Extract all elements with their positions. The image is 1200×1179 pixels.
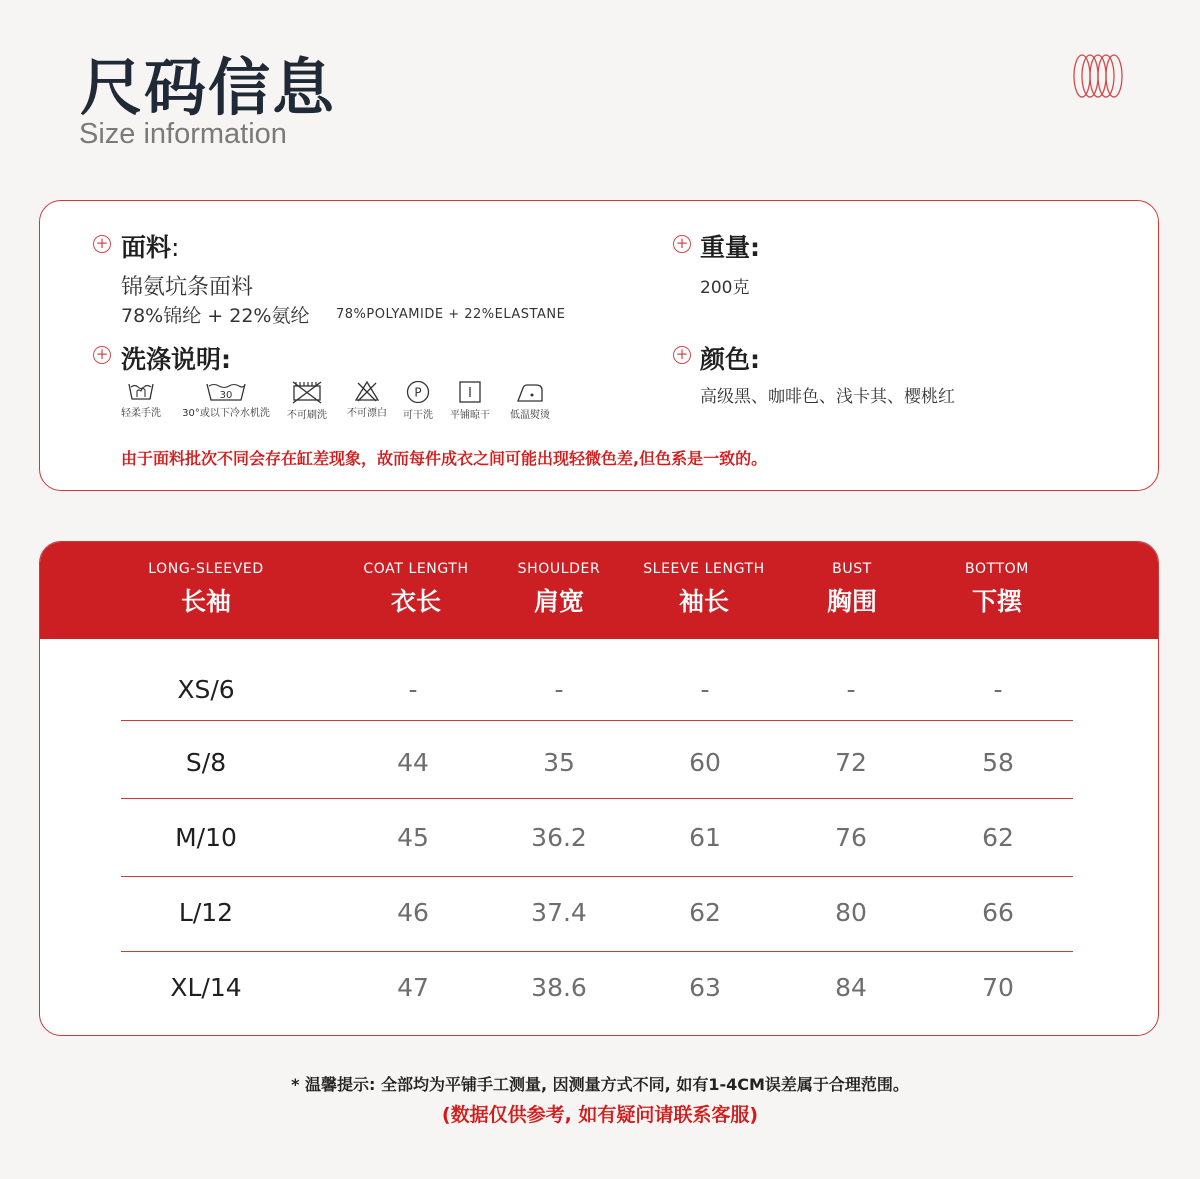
value-cell: 36.2 [531,823,587,852]
row-divider [121,798,1073,799]
care-label: 不可漂白 [347,408,387,419]
dry-clean-icon [405,380,431,404]
fabric-label-text: 面料 [121,233,172,262]
care-item [118,380,164,419]
value-cell: 44 [397,748,429,777]
care-item [446,380,494,421]
header-bottom [965,561,1029,618]
color-options: 高级黑、咖啡色、浅卡其、樱桃红 [700,387,955,407]
plus-circle-icon: + [93,235,111,253]
value-cell: - [993,675,1003,704]
measurement-tip: * 温馨提示: 全部均为平铺手工测量, 因测量方式不同, 如有1-4CM误差属于合理范围。 [291,1075,909,1094]
header-en: COAT LENGTH [363,561,469,577]
care-label: 平铺晾干 [450,410,490,421]
size-cell: M/10 [175,823,237,852]
header-cn: 衣长 [390,587,442,616]
fabric-label [121,228,179,264]
size-cell: S/8 [185,748,227,777]
svg-text:P: P [414,385,422,400]
header-long-sleeved [148,561,263,618]
care-label: 轻柔手洗 [121,408,161,419]
reference-note: (数据仅供参考, 如有疑问请联系客服) [441,1104,759,1126]
care-item [506,380,554,421]
header-coat-length [363,561,468,618]
value-cell: - [846,675,856,704]
page-title: 尺码信息 [80,51,337,124]
rings-logo-icon [1070,52,1126,100]
fabric-label-colon: : [171,233,180,262]
care-item [344,380,390,419]
row-divider [121,951,1073,952]
size-table [39,541,1159,1036]
header-en: LONG-SLEEVED [148,561,264,577]
value-cell: 47 [397,973,429,1002]
machine-wash-30-icon [205,380,247,402]
header-cn: 袖长 [678,587,730,616]
size-cell: XL/14 [170,973,242,1002]
value-cell: 70 [982,973,1014,1002]
wash-instructions-label: 洗涤说明: [121,345,231,374]
value-cell: 58 [982,748,1014,777]
value-cell: 62 [982,823,1014,852]
value-cell: - [554,675,564,704]
value-cell: 80 [835,898,867,927]
care-item [399,380,437,421]
value-cell: 38.6 [531,973,587,1002]
header-bust [827,561,877,618]
value-cell: 84 [835,973,867,1002]
value-cell: 60 [689,748,721,777]
value-cell: 66 [982,898,1014,927]
fabric-composition-en: 78%POLYAMIDE + 22%ELASTANE [336,307,566,322]
header-cn: 胸围 [826,587,878,616]
color-label: 颜色: [700,345,760,374]
header-en: BOTTOM [965,561,1029,577]
care-label: 低温熨烫 [510,410,550,421]
size-cell: XS/6 [177,675,235,704]
row-divider [121,720,1073,721]
fabric-name: 锦氨坑条面料 [121,275,254,300]
care-item [177,380,275,419]
size-cell: L/12 [178,898,234,927]
header-cn: 下摆 [971,587,1022,616]
plus-circle-icon: + [673,235,691,253]
svg-text:30: 30 [219,390,233,401]
header-en: BUST [832,561,872,577]
low-iron-icon [515,380,545,404]
do-not-bleach-icon [353,380,381,402]
value-cell: 45 [397,823,429,852]
value-cell: - [408,675,418,704]
header-cn: 肩宽 [533,587,585,616]
value-cell: 37.4 [531,898,587,927]
gentle-hand-wash-icon [127,380,155,402]
value-cell: 61 [689,823,721,852]
care-label: 可干洗 [403,410,433,421]
size-table-header [40,542,1158,639]
flat-dry-icon [457,380,483,404]
row-divider [121,876,1073,877]
page-subtitle: Size information [79,118,287,150]
weight-value: 200克 [700,278,750,298]
fabric-composition-cn: 78%锦纶 + 22%氨纶 [121,305,310,327]
value-cell: 72 [835,748,867,777]
header-en: SHOULDER [517,561,601,577]
care-label: 不可刷洗 [287,410,327,421]
value-cell: 76 [835,823,867,852]
plus-circle-icon: + [673,346,691,364]
header-en: SLEEVE LENGTH [643,561,765,577]
value-cell: 62 [689,898,721,927]
value-cell: - [700,675,710,704]
weight-label: 重量: [700,233,760,262]
value-cell: 63 [689,973,721,1002]
header-sleeve-length [643,561,765,618]
value-cell: 35 [543,748,575,777]
do-not-brush-icon [290,380,324,404]
plus-circle-icon: + [93,346,111,364]
header-shoulder [518,561,601,618]
color-difference-note: 由于面料批次不同会存在缸差现象，故而每件成衣之间可能出现轻微色差,但色系是一致的。 [121,449,768,468]
value-cell: 46 [397,898,429,927]
care-item [284,380,330,421]
care-label: 30°或以下冷水机洗 [182,408,270,419]
header-cn: 长袖 [180,587,232,616]
